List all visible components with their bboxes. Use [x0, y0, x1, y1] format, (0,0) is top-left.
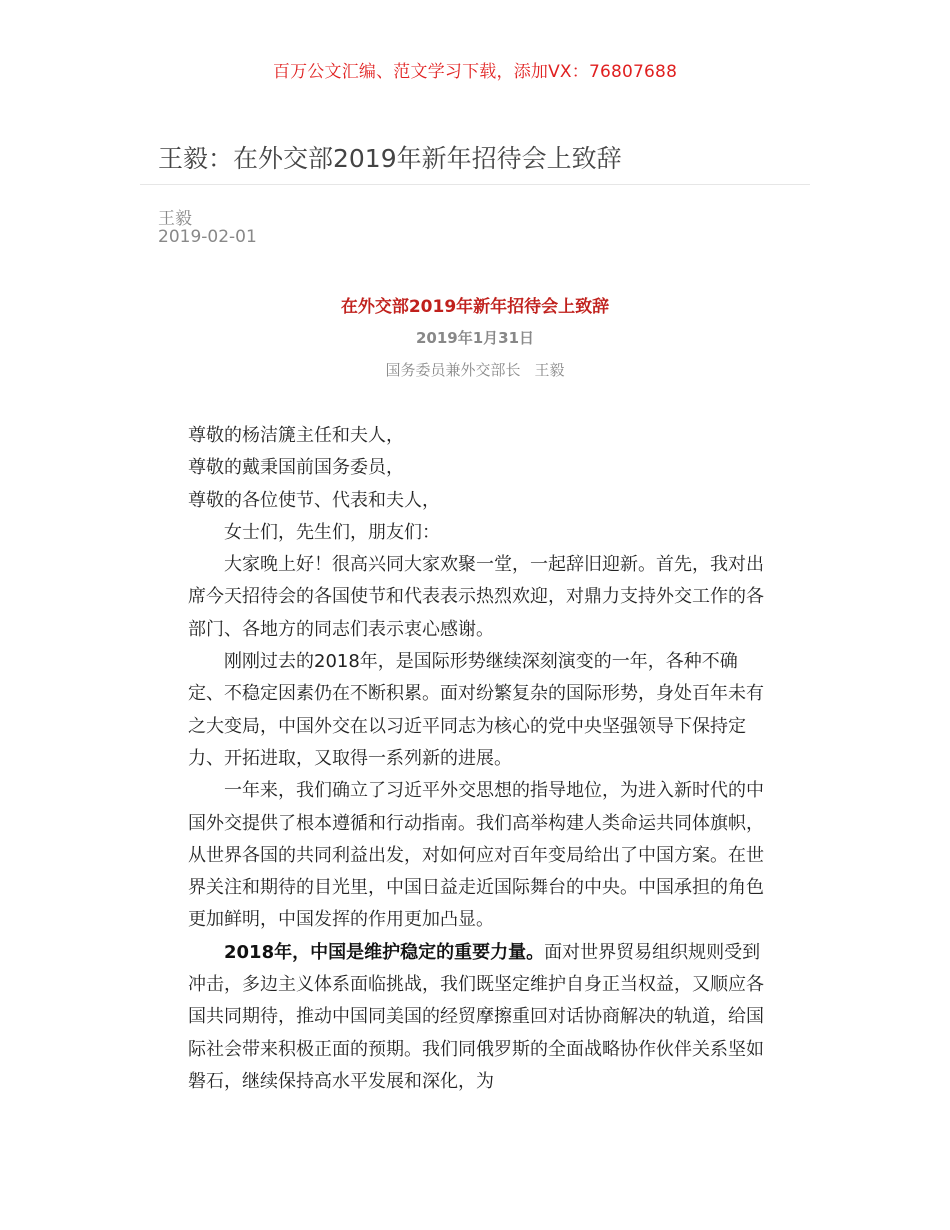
speech-body [188, 420, 768, 1098]
speaker-name: 王毅 [534, 361, 565, 379]
title-divider [140, 184, 810, 185]
body-paragraph: 一年来，我们确立了习近平外交思想的指导地位，为进入新时代的中国外交提供了根本遵循和行动指南。我们高举构建人类命运共同体旗帜，从世界各国的共同利益出发，对如何应对百年变局给出了中国方案。在世界关注和期待的目光里，中国日益走近国际舞台的中央。中国承担的角色更加鲜明，中国发挥的作用更加凸显。 [188, 780, 764, 931]
greeting-line: 女士们，先生们，朋友们： [224, 521, 440, 543]
article-author: 王毅 [158, 209, 192, 229]
speech-title: 在外交部2019年新年招待会上致辞 [340, 297, 610, 317]
speaker-role: 国务委员兼外交部长 [385, 361, 521, 379]
body-paragraph: 刚刚过去的2018年，是国际形势继续深刻演变的一年，各种不确定、不稳定因素仍在不断积累。面对纷繁复杂的国际形势，身处百年未有之大变局，中国外交在以习近平同志为核心的党中央坚强领导下保持定力、开拓进取，又取得一系列新的进展。 [188, 651, 764, 769]
speech-date: 2019年1月31日 [415, 329, 535, 347]
speech-speaker [0, 359, 950, 380]
article-date: 2019-02-01 [158, 227, 257, 247]
download-banner: 百万公文汇编、范文学习下载，添加VX：76807688 [272, 62, 678, 82]
paragraph-lead-bold: 2018年，中国是维护稳定的重要力量。 [224, 941, 545, 963]
salutation-line: 尊敬的各位使节、代表和夫人， [188, 489, 440, 511]
salutation-line: 尊敬的戴秉国前国务委员， [188, 457, 404, 479]
salutation-line: 尊敬的杨洁篪主任和夫人， [188, 425, 404, 446]
paragraph-text: 面对世界贸易组织规则受到冲击，多边主义体系面临挑战，我们既坚定维护自身正当权益，又顺应各国共同期待，推动中国同美国的经贸摩擦重回对话协商解决的轨道，给国际社会带来积极正面的预期。我们同俄罗斯的全面战略协作伙伴关系坚如磐石，继续保持高水平发展和深化，为 [188, 941, 764, 1092]
page-title: 王毅：在外交部2019年新年招待会上致辞 [158, 144, 622, 173]
body-paragraph [188, 937, 768, 1098]
body-paragraph: 大家晚上好！很高兴同大家欢聚一堂，一起辞旧迎新。首先，我对出席今天招待会的各国使节和代表表示热烈欢迎，对鼎力支持外交工作的各部门、各地方的同志们表示衷心感谢。 [188, 554, 764, 640]
